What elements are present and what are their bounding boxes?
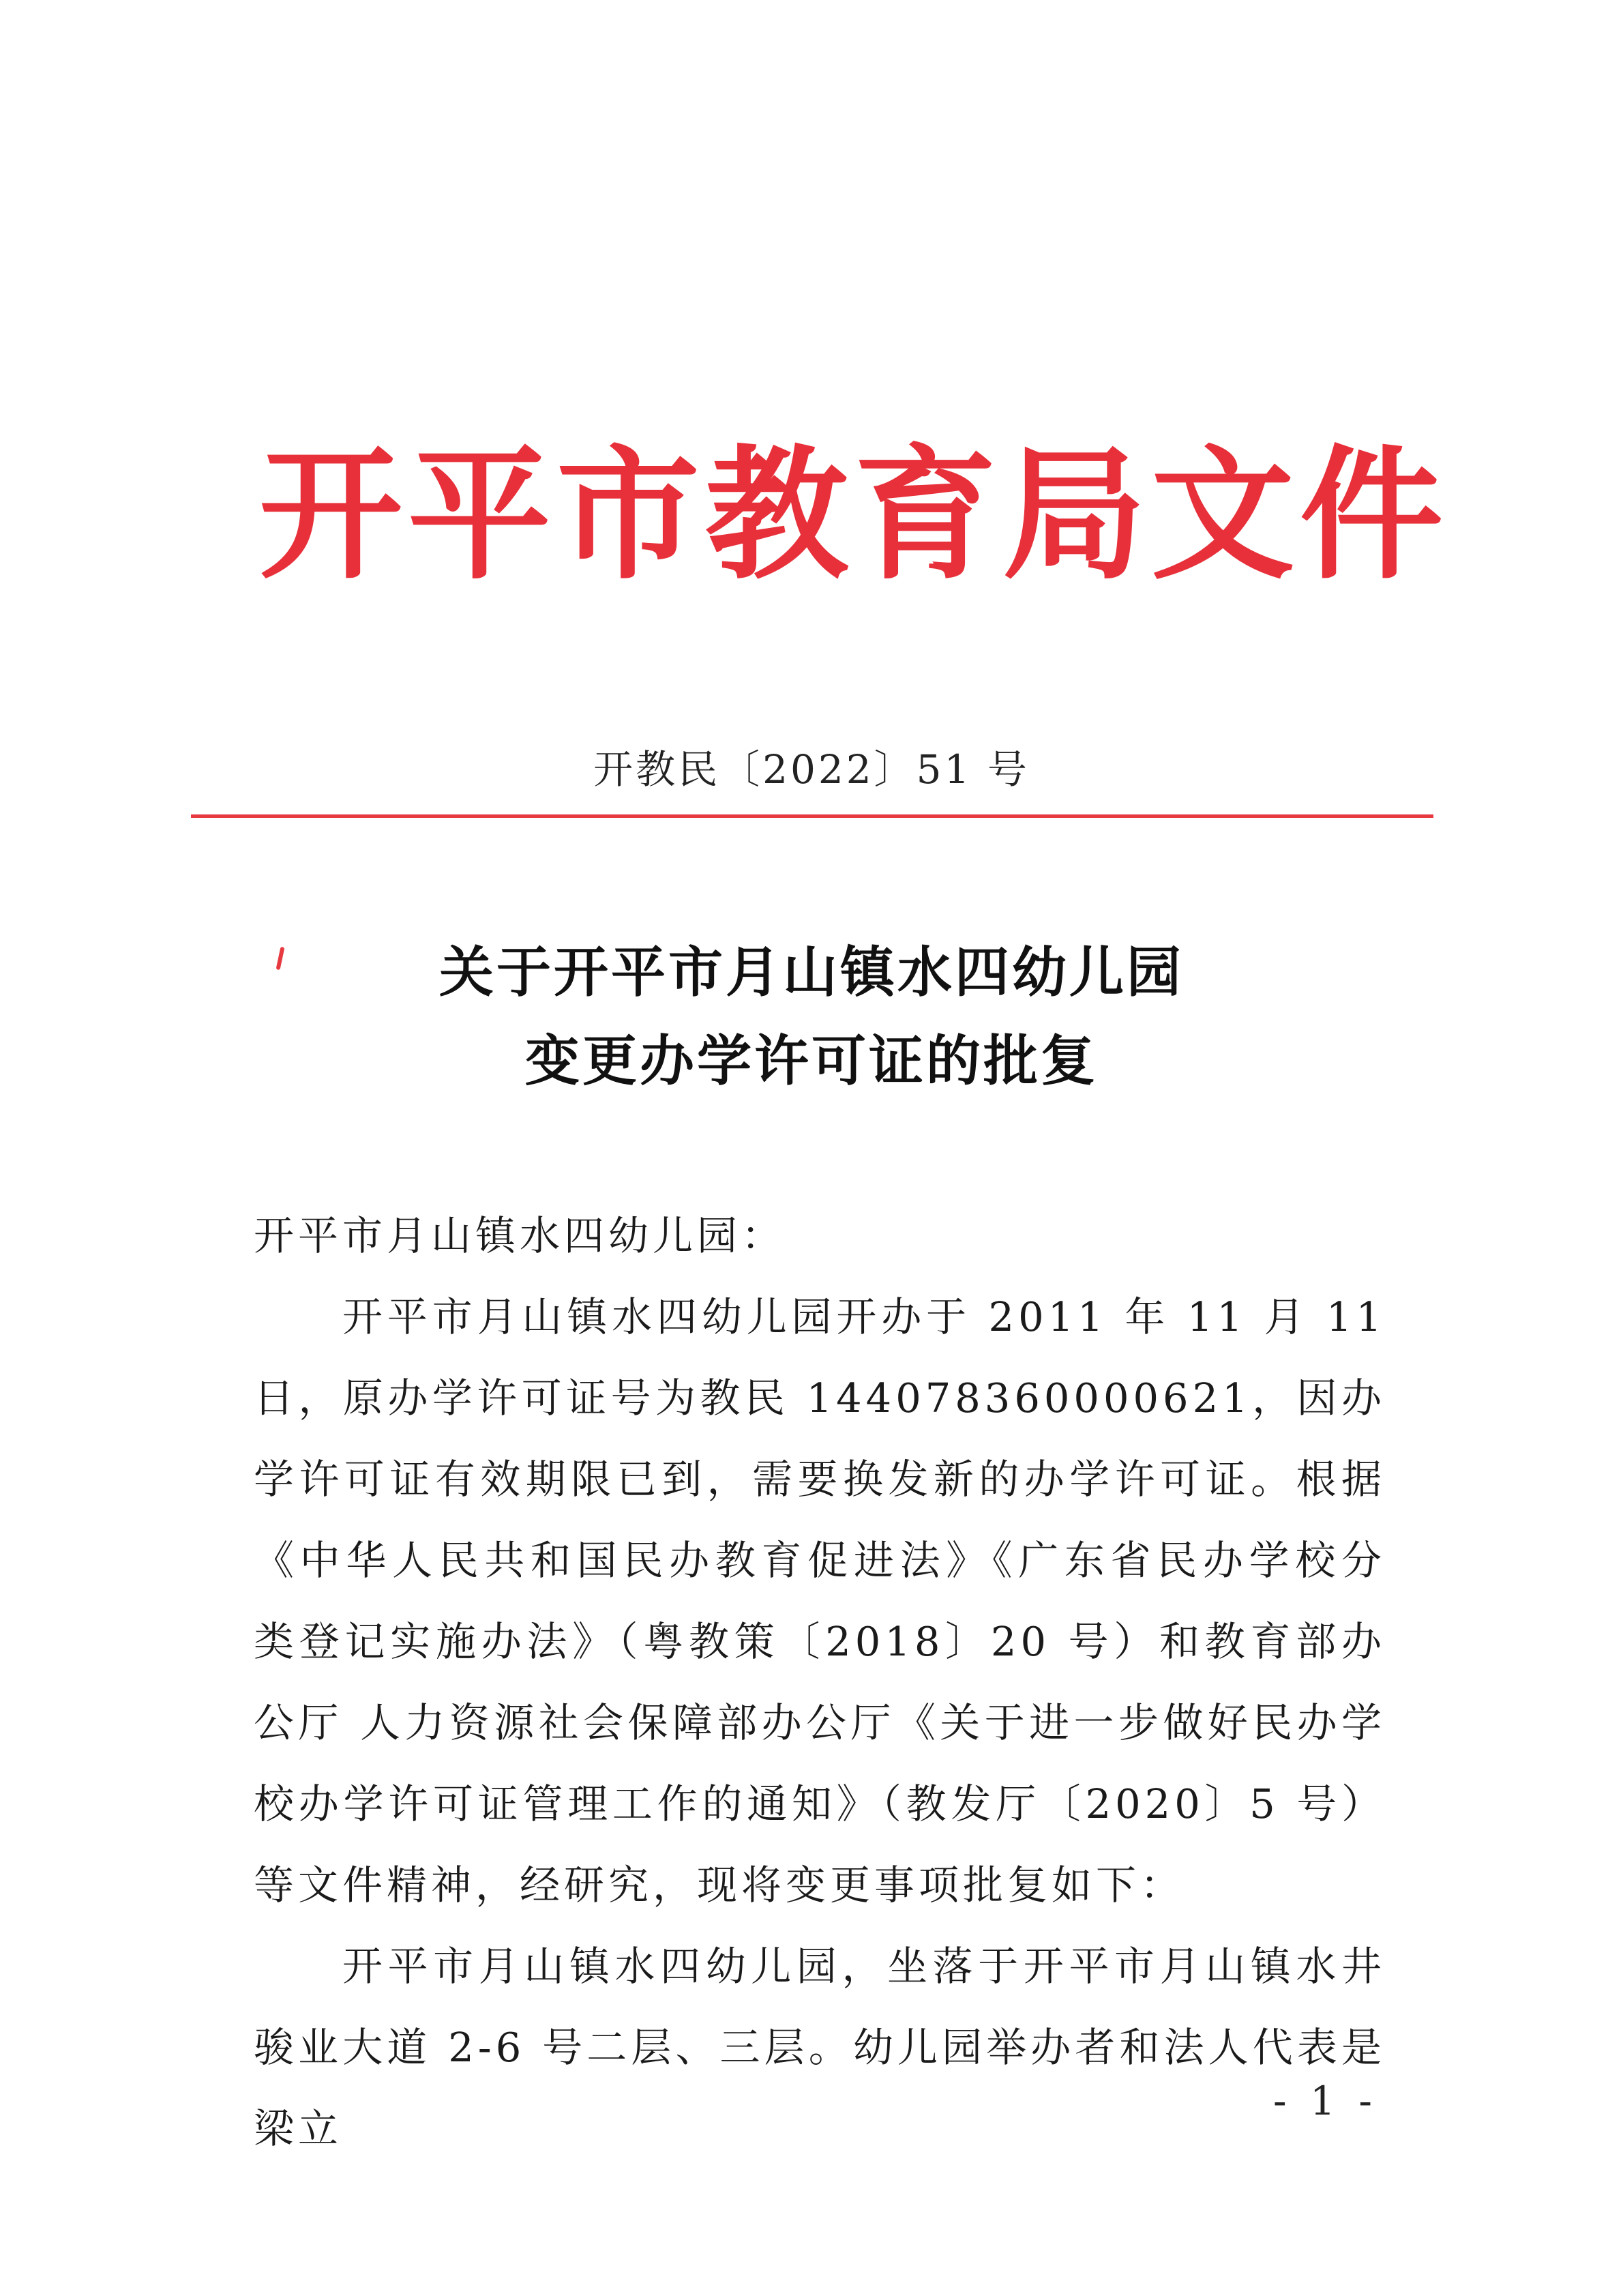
issuing-authority-title: 开平市教育局文件 [259, 430, 1449, 599]
red-divider-line [191, 814, 1433, 818]
salutation: 开平市月山镇水四幼儿园： [254, 1212, 786, 1259]
subject-line-2: 变更办学许可证的批复 [525, 1029, 1098, 1093]
document-subject [0, 928, 1623, 1105]
document-body [254, 1195, 1386, 2169]
body-paragraph-2: 开平市月山镇水四幼儿园，坐落于开平市月山镇水井骏业大道 2-6 号二层、三层。幼儿园举办者和法人代表是梁立 [254, 1943, 1386, 2152]
page-number: - 1 - [1273, 2078, 1378, 2124]
subject-line-1: 关于开平市月山镇水四幼儿园 [439, 940, 1184, 1004]
document-number: 开教民〔2022〕51 号 [593, 746, 1030, 793]
body-paragraph-1: 开平市月山镇水四幼儿园开办于 2011 年 11 月 11 日，原办学许可证号为教民 144078360000621，因办学许可证有效期限已到，需要换发新的办学许可证。根据《中华人民共和国民办教育促进法》《广东省民办学校分类登记实施办法》（粤教策〔2018〕20 号）和教育部办公厅 人力资源社会保障部办公厅《关于进一步做好民办学校办学许可证管理工作的通知》（教发厅〔2020〕5 号）等文件精神，经研究，现将变更事项批复如下： [254, 1293, 1386, 1909]
